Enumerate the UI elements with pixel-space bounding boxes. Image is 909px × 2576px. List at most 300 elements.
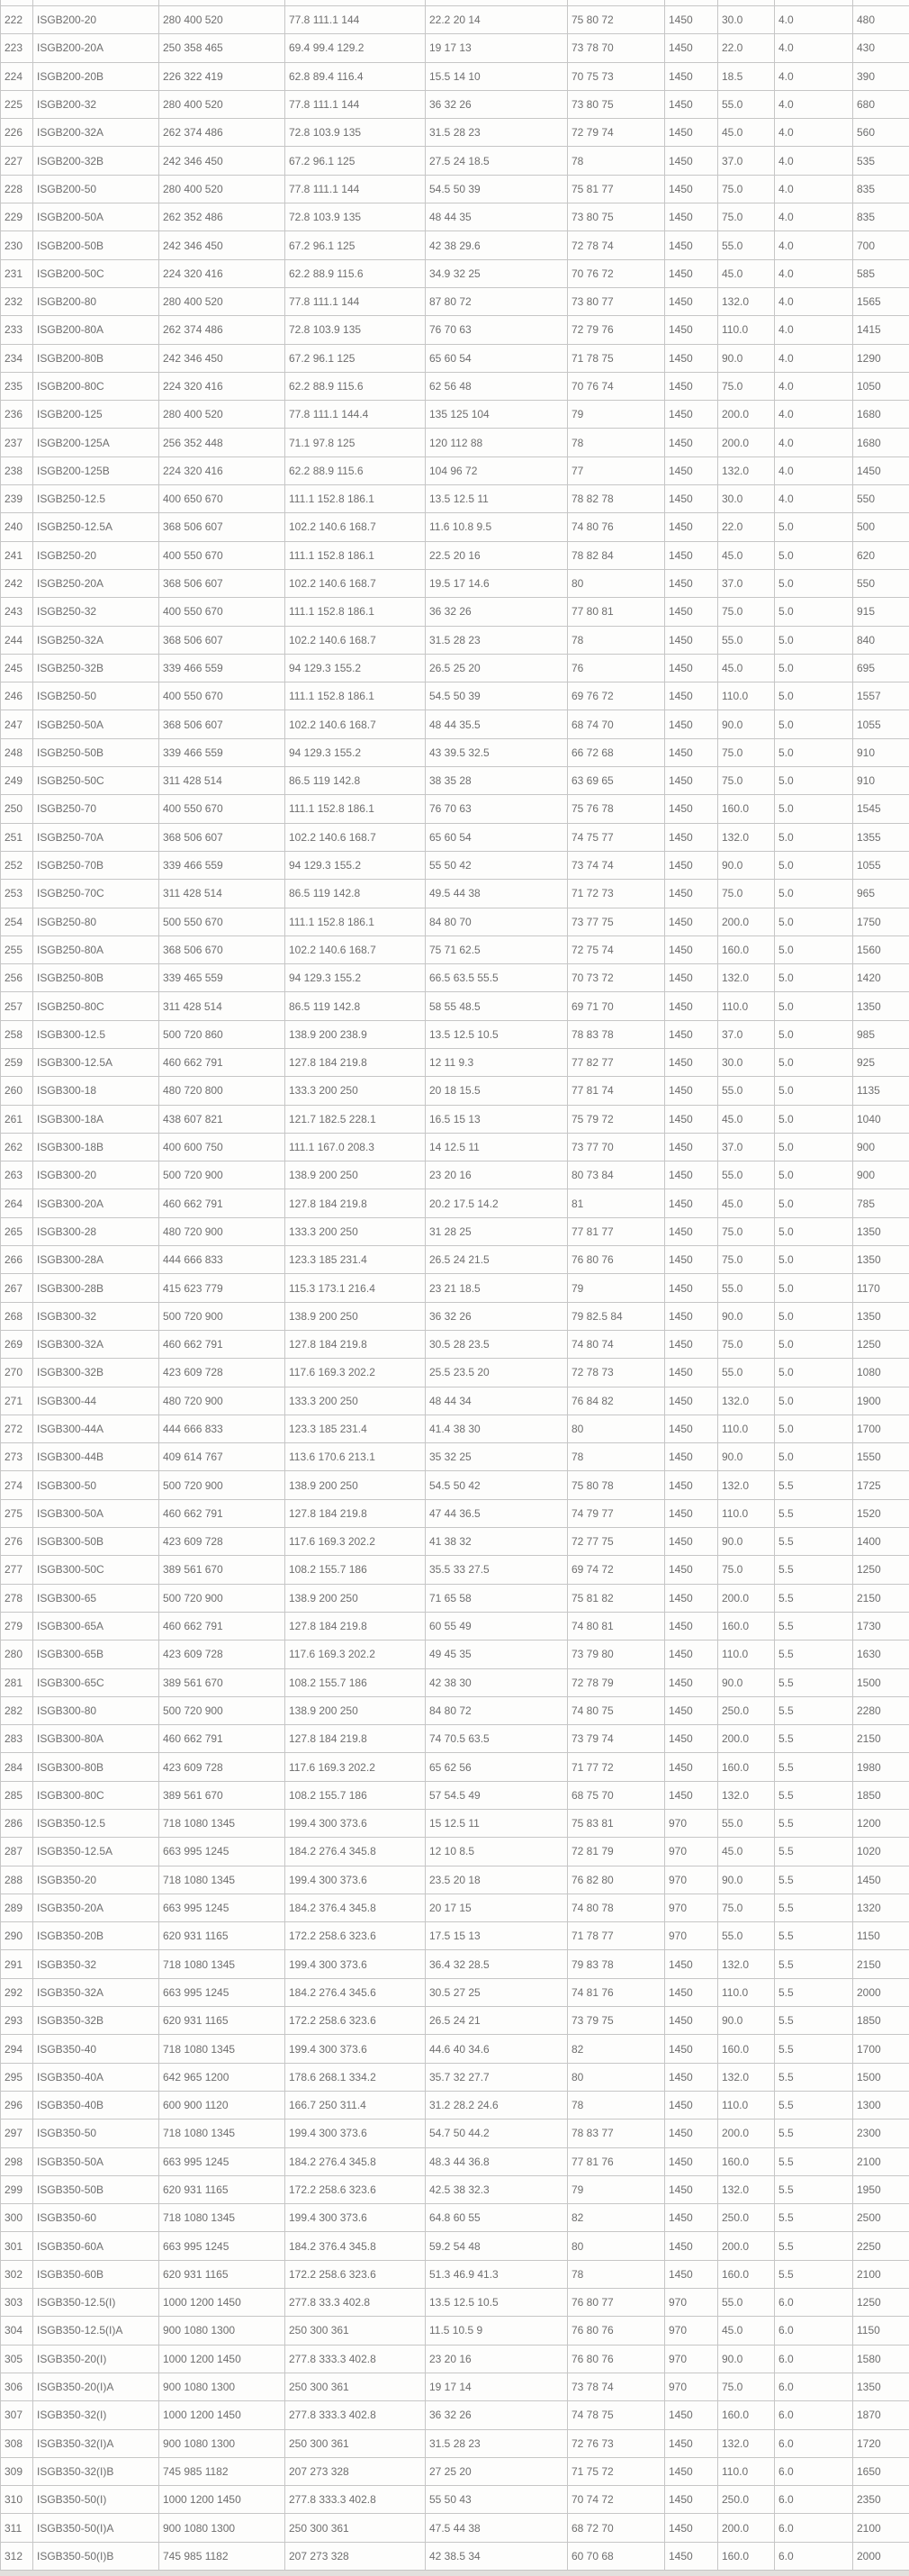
table-cell: 4.0 (775, 6, 853, 34)
table-row (1, 1499, 909, 1527)
table-row (1, 2345, 909, 2373)
table-cell: 1450 (665, 1556, 718, 1584)
table-cell: 242 346 450 (159, 344, 285, 372)
table-cell: 240 (1, 513, 33, 541)
table-cell: 430 (853, 34, 909, 62)
table-cell: 5.0 (775, 823, 853, 851)
table-row (1, 2317, 909, 2345)
table-cell: 257 (1, 992, 33, 1020)
table-cell: 1450 (665, 2401, 718, 2429)
table-cell: 1450 (665, 1950, 718, 1978)
table-cell: 1450 (665, 654, 718, 682)
table-cell: ISGB200-32B (33, 147, 159, 175)
table-cell: 5.5 (775, 1725, 853, 1753)
table-cell: ISGB300-65 (33, 1584, 159, 1612)
table-cell: 77.8 111.1 144.4 (285, 401, 426, 429)
table-cell: 127.8 184 219.8 (285, 1612, 426, 1640)
table-cell: 76 70 63 (426, 795, 568, 823)
table-cell: ISGB200-80C (33, 372, 159, 400)
table-cell: 250.0 (718, 1696, 775, 1724)
table-cell: ISGB200-50B (33, 231, 159, 259)
table-cell: 1560 (853, 935, 909, 963)
table-cell: 132.0 (718, 1950, 775, 1978)
table-cell: 115.3 173.1 216.4 (285, 1274, 426, 1302)
table-cell: 1730 (853, 1612, 909, 1640)
table-cell: 58 55 48.5 (426, 992, 568, 1020)
table-cell: 247 (1, 710, 33, 738)
table-cell: 23 20 16 (426, 2345, 568, 2373)
table-cell: 74 81 76 (568, 1978, 665, 2006)
table-cell: 600 900 1120 (159, 2091, 285, 2119)
table-cell: 423 609 728 (159, 1641, 285, 1668)
table-cell: 6.0 (775, 2289, 853, 2317)
table-cell: 70 76 72 (568, 259, 665, 287)
table-cell: 160.0 (718, 935, 775, 963)
table-cell: 199.4 300 373.6 (285, 1810, 426, 1838)
table-cell: ISGB250-12.5A (33, 513, 159, 541)
table-row (1, 1077, 909, 1105)
table-cell: 1415 (853, 316, 909, 344)
table-cell: 2100 (853, 2260, 909, 2288)
table-cell: 1450 (853, 1866, 909, 1894)
table-row (1, 513, 909, 541)
table-cell: 1450 (665, 1443, 718, 1471)
table-cell: 75.0 (718, 738, 775, 766)
table-row (1, 1978, 909, 2006)
table-cell: 16.5 15 13 (426, 1105, 568, 1133)
table-cell: 6.0 (775, 2345, 853, 2373)
table-cell: 78 82 78 (568, 485, 665, 513)
table-cell: 970 (665, 2345, 718, 2373)
table-cell: ISGB300-32B (33, 1359, 159, 1387)
table-cell: 35.7 32 27.7 (426, 2063, 568, 2091)
table-cell: 5.5 (775, 2035, 853, 2063)
table-cell: 5.0 (775, 1246, 853, 1274)
table-cell: 1000 1200 1450 (159, 2486, 285, 2514)
table-row (1, 2542, 909, 2570)
table-cell: 1450 (665, 1612, 718, 1640)
table-cell: 2350 (853, 2486, 909, 2514)
table-cell: 36.4 32 28.5 (426, 1950, 568, 1978)
table-cell: 75 79 72 (568, 1105, 665, 1133)
table-cell: 132.0 (718, 1781, 775, 1809)
table-cell: 66.5 63.5 55.5 (426, 964, 568, 992)
table-cell: 250 (1, 795, 33, 823)
table-cell: 389 561 670 (159, 1781, 285, 1809)
table-cell: 4.0 (775, 203, 853, 231)
table-cell: 460 662 791 (159, 1048, 285, 1076)
table-cell: 60 55 49 (426, 1612, 568, 1640)
table-cell: 400 550 670 (159, 682, 285, 710)
table-row (1, 1161, 909, 1189)
table-cell: 76 (568, 654, 665, 682)
table-cell: 293 (1, 2007, 33, 2035)
table-cell: 620 (853, 541, 909, 569)
table-row (1, 738, 909, 766)
table-cell: 275 (1, 1499, 33, 1527)
table-cell: ISGB300-80A (33, 1725, 159, 1753)
table-cell: 26.5 24 21.5 (426, 1246, 568, 1274)
table-cell: 444 666 833 (159, 1246, 285, 1274)
table-cell: 108.2 155.7 186 (285, 1781, 426, 1809)
table-cell: 444 666 833 (159, 1415, 285, 1442)
table-cell: 415 623 779 (159, 1274, 285, 1302)
table-cell: 90.0 (718, 2007, 775, 2035)
table-cell: 65 62 56 (426, 1753, 568, 1781)
table-cell: 718 1080 1345 (159, 2204, 285, 2232)
table-cell: 22.2 20 14 (426, 6, 568, 34)
table-cell: 1450 (665, 1584, 718, 1612)
table-cell: ISGB350-40B (33, 2091, 159, 2119)
table-cell: ISGB350-32(I)B (33, 2457, 159, 2485)
table-cell: 4.0 (775, 344, 853, 372)
table-cell: 1450 (665, 485, 718, 513)
table-cell: 234 (1, 344, 33, 372)
table-cell: 5.5 (775, 2147, 853, 2175)
table-cell: 5.0 (775, 654, 853, 682)
table-cell: 910 (853, 767, 909, 795)
table-cell: 70 73 72 (568, 964, 665, 992)
table-cell: 5.0 (775, 1048, 853, 1076)
table-cell: 400 600 750 (159, 1133, 285, 1161)
table-cell: 4.0 (775, 34, 853, 62)
table-cell: ISGB350-50A (33, 2147, 159, 2175)
table-cell: 970 (665, 1894, 718, 1921)
table-cell: 71 78 77 (568, 1922, 665, 1950)
table-cell: 42 38 29.6 (426, 231, 568, 259)
table-cell: ISGB250-80C (33, 992, 159, 1020)
table-cell: 970 (665, 2289, 718, 2317)
table-cell: 1450 (665, 823, 718, 851)
table-cell: 260 (1, 1077, 33, 1105)
table-cell: 127.8 184 219.8 (285, 1725, 426, 1753)
table-cell: 22.5 20 16 (426, 541, 568, 569)
table-cell: 1000 1200 1450 (159, 2345, 285, 2373)
table-cell: 232 (1, 287, 33, 315)
table-cell: ISGB250-70A (33, 823, 159, 851)
table-cell: ISGB200-50A (33, 203, 159, 231)
table-row (1, 344, 909, 372)
spec-table-body (1, 0, 909, 2571)
table-cell: 1450 (665, 119, 718, 147)
table-cell: 1450 (665, 1499, 718, 1527)
table-cell: 78 (568, 429, 665, 456)
table-cell: 86.5 119 142.8 (285, 880, 426, 908)
table-cell: 80 (568, 569, 665, 597)
table-cell: 500 720 900 (159, 1584, 285, 1612)
table-cell: 1450 (665, 1471, 718, 1499)
table-cell: 1450 (665, 90, 718, 118)
table-cell: ISGB350-20B (33, 1922, 159, 1950)
table-cell: 54.5 50 39 (426, 175, 568, 203)
table-cell: 77.8 111.1 144 (285, 175, 426, 203)
table-cell: 301 (1, 2232, 33, 2260)
table-cell: 123.3 185 231.4 (285, 1415, 426, 1442)
table-cell: 269 (1, 1330, 33, 1358)
table-cell: 79 (568, 401, 665, 429)
table-cell: 550 (853, 569, 909, 597)
table-cell: 550 (853, 485, 909, 513)
table-cell: 132.0 (718, 1387, 775, 1415)
table-cell: 36 32 26 (426, 2401, 568, 2429)
table-cell: 90.0 (718, 851, 775, 879)
table-cell: 78 (568, 2260, 665, 2288)
table-cell: 500 (853, 513, 909, 541)
table-cell: 48 44 35 (426, 203, 568, 231)
table-cell: 30.0 (718, 485, 775, 513)
table-cell: 77.8 111.1 144 (285, 90, 426, 118)
table-cell: 302 (1, 2260, 33, 2288)
table-cell: 48 44 35.5 (426, 710, 568, 738)
table-cell: 13.5 12.5 11 (426, 485, 568, 513)
table-cell: 1450 (665, 795, 718, 823)
table-cell: 94 129.3 155.2 (285, 851, 426, 879)
table-row (1, 2486, 909, 2514)
table-cell: 94 129.3 155.2 (285, 654, 426, 682)
table-cell: 620 931 1165 (159, 2260, 285, 2288)
table-cell: 1355 (853, 823, 909, 851)
table-cell: 160.0 (718, 2260, 775, 2288)
table-cell: 75.0 (718, 2373, 775, 2400)
table-row (1, 1696, 909, 1724)
table-cell: ISGB200-50C (33, 259, 159, 287)
table-cell: 110.0 (718, 2457, 775, 2485)
table-row (1, 1668, 909, 1696)
table-cell: 1450 (665, 626, 718, 654)
table-cell: 71 72 73 (568, 880, 665, 908)
table-cell: ISGB200-80 (33, 287, 159, 315)
table-cell: 72 76 73 (568, 2429, 665, 2457)
table-cell: 262 374 486 (159, 316, 285, 344)
table-cell: 5.0 (775, 682, 853, 710)
table-row (1, 2401, 909, 2429)
table-cell: 102.2 140.6 168.7 (285, 569, 426, 597)
table-cell: 1450 (665, 2429, 718, 2457)
table-cell: 389 561 670 (159, 1556, 285, 1584)
table-cell: 5.5 (775, 1866, 853, 1894)
table-row (1, 401, 909, 429)
table-row (1, 372, 909, 400)
table-cell: 389 561 670 (159, 1668, 285, 1696)
table-cell: 282 (1, 1696, 33, 1724)
table-cell: 72.8 103.9 135 (285, 119, 426, 147)
table-cell: 718 1080 1345 (159, 2120, 285, 2147)
table-cell: 71.1 97.8 125 (285, 429, 426, 456)
table-cell: 1450 (665, 2147, 718, 2175)
table-cell: 110.0 (718, 1978, 775, 2006)
table-cell: 292 (1, 1978, 33, 2006)
table-cell: 5.5 (775, 1499, 853, 1527)
table-cell: 78 83 78 (568, 1020, 665, 1048)
table-cell: 5.0 (775, 1359, 853, 1387)
table-cell: 1450 (665, 1246, 718, 1274)
table-cell: 4.0 (775, 485, 853, 513)
table-cell: 235 (1, 372, 33, 400)
table-cell: 785 (853, 1189, 909, 1217)
table-cell: 1720 (853, 2429, 909, 2457)
table-cell: 970 (665, 1922, 718, 1950)
table-cell: 60 70 68 (568, 2542, 665, 2570)
table-cell: 280 400 520 (159, 401, 285, 429)
table-cell: 460 662 791 (159, 1330, 285, 1358)
table-cell: 48.3 44 36.8 (426, 2147, 568, 2175)
table-cell: 74 79 77 (568, 1499, 665, 1527)
table-cell: 27.5 24 18.5 (426, 147, 568, 175)
table-cell: 160.0 (718, 1753, 775, 1781)
table-cell: 311 428 514 (159, 880, 285, 908)
table-cell: 200.0 (718, 401, 775, 429)
table-cell: 36 32 26 (426, 1302, 568, 1330)
table-row (1, 1725, 909, 1753)
table-cell: ISGB300-50B (33, 1528, 159, 1556)
table-cell: 34.9 32 25 (426, 259, 568, 287)
table-cell: 2280 (853, 1696, 909, 1724)
table-cell: 47 44 36.5 (426, 1499, 568, 1527)
table-cell: 298 (1, 2147, 33, 2175)
table-cell: 1450 (665, 1415, 718, 1442)
table-cell: 900 (853, 1133, 909, 1161)
table-cell: 55 50 42 (426, 851, 568, 879)
table-cell: ISGB250-80B (33, 964, 159, 992)
table-cell: 500 720 860 (159, 1020, 285, 1048)
table-cell: 305 (1, 2345, 33, 2373)
table-cell: 280 400 520 (159, 175, 285, 203)
table-cell: 287 (1, 1838, 33, 1866)
table-cell: 1950 (853, 2175, 909, 2203)
table-cell: 642 965 1200 (159, 2063, 285, 2091)
table-cell: 390 (853, 62, 909, 90)
table-cell: 73 80 75 (568, 203, 665, 231)
table-cell: 41 38 32 (426, 1528, 568, 1556)
table-cell: 30.5 27 25 (426, 1978, 568, 2006)
table-cell: 138.9 200 250 (285, 1471, 426, 1499)
table-row (1, 1302, 909, 1330)
table-cell: 1450 (665, 710, 718, 738)
table-cell: 1300 (853, 2091, 909, 2119)
table-cell: 90.0 (718, 2345, 775, 2373)
table-row (1, 1528, 909, 1556)
table-cell: ISGB300-28B (33, 1274, 159, 1302)
table-cell: 226 (1, 119, 33, 147)
table-cell: 5.5 (775, 1528, 853, 1556)
table-cell: 42.5 38 32.3 (426, 2175, 568, 2203)
table-cell: ISGB300-80 (33, 1696, 159, 1724)
table-cell: 184.2 276.4 345.6 (285, 1978, 426, 2006)
table-cell: 5.0 (775, 1077, 853, 1105)
table-cell: 1450 (665, 541, 718, 569)
table-cell: 74 80 75 (568, 1696, 665, 1724)
table-cell: 250 300 361 (285, 2429, 426, 2457)
table-cell: 12 10 8.5 (426, 1838, 568, 1866)
table-cell: 272 (1, 1415, 33, 1442)
table-cell: 25.5 23.5 20 (426, 1359, 568, 1387)
table-cell: 37.0 (718, 1020, 775, 1048)
table-cell: 76 80 76 (568, 2345, 665, 2373)
table-cell: 560 (853, 119, 909, 147)
table-cell: 30.0 (718, 6, 775, 34)
table-cell: 1450 (665, 1781, 718, 1809)
table-row (1, 2373, 909, 2400)
table-cell: 5.0 (775, 1133, 853, 1161)
table-cell: 45.0 (718, 1105, 775, 1133)
table-cell: 1450 (665, 1274, 718, 1302)
table-cell: 200.0 (718, 2514, 775, 2542)
table-row (1, 1105, 909, 1133)
table-cell: 111.1 152.8 186.1 (285, 541, 426, 569)
table-cell: 253 (1, 880, 33, 908)
table-cell: 1250 (853, 1556, 909, 1584)
table-cell: ISGB250-70B (33, 851, 159, 879)
table-cell: 23 20 16 (426, 1161, 568, 1189)
table-cell: 1450 (665, 513, 718, 541)
table-cell: 75.0 (718, 1217, 775, 1245)
table-cell: 108.2 155.7 186 (285, 1668, 426, 1696)
table-cell: 184.2 276.4 345.8 (285, 1838, 426, 1866)
table-row (1, 654, 909, 682)
table-cell: 207 273 328 (285, 2542, 426, 2570)
table-cell: 37.0 (718, 1133, 775, 1161)
table-cell: 1725 (853, 1471, 909, 1499)
table-cell: 311 428 514 (159, 992, 285, 1020)
table-row (1, 2063, 909, 2091)
table-cell: ISGB300-80B (33, 1753, 159, 1781)
table-cell: 45.0 (718, 259, 775, 287)
table-cell: 250.0 (718, 2486, 775, 2514)
table-cell: 75.0 (718, 880, 775, 908)
table-cell: 1520 (853, 1499, 909, 1527)
table-cell: 250 300 361 (285, 2317, 426, 2345)
table-cell: 5.0 (775, 738, 853, 766)
table-cell: 36 32 26 (426, 598, 568, 626)
table-cell: 1050 (853, 372, 909, 400)
table-cell: 48 44 34 (426, 1387, 568, 1415)
table-cell: ISGB300-65C (33, 1668, 159, 1696)
table-cell: 110.0 (718, 316, 775, 344)
table-cell: 970 (665, 2317, 718, 2345)
table-cell: 64.8 60 55 (426, 2204, 568, 2232)
table-cell: 6.0 (775, 2542, 853, 2570)
table-cell: 1450 (665, 2260, 718, 2288)
table-cell: 80 (568, 2063, 665, 2091)
table-cell: 1700 (853, 1415, 909, 1442)
table-cell: 5.0 (775, 1105, 853, 1133)
table-cell: 133.3 200 250 (285, 1217, 426, 1245)
table-cell: 75.0 (718, 1556, 775, 1584)
table-cell: 400 650 670 (159, 485, 285, 513)
table-cell: ISGB250-80 (33, 908, 159, 935)
table-cell: 5.0 (775, 964, 853, 992)
table-cell: 78 (568, 626, 665, 654)
table-cell: 160.0 (718, 795, 775, 823)
table-cell: 5.5 (775, 2007, 853, 2035)
table-cell: 970 (665, 1810, 718, 1838)
table-cell: 49.5 44 38 (426, 880, 568, 908)
table-cell: 1135 (853, 1077, 909, 1105)
table-cell: 111.1 152.8 186.1 (285, 485, 426, 513)
table-cell: 55.0 (718, 231, 775, 259)
table-cell: 127.8 184 219.8 (285, 1189, 426, 1217)
table-cell: 262 374 486 (159, 119, 285, 147)
table-cell: 73 79 75 (568, 2007, 665, 2035)
table-cell: 132.0 (718, 1471, 775, 1499)
table-cell: 254 (1, 908, 33, 935)
table-cell: 84 80 72 (426, 1696, 568, 1724)
table-cell: 1040 (853, 1105, 909, 1133)
table-cell: 261 (1, 1105, 33, 1133)
table-cell: 5.5 (775, 1894, 853, 1921)
table-cell: 78 83 77 (568, 2120, 665, 2147)
table-cell: 23 21 18.5 (426, 1274, 568, 1302)
